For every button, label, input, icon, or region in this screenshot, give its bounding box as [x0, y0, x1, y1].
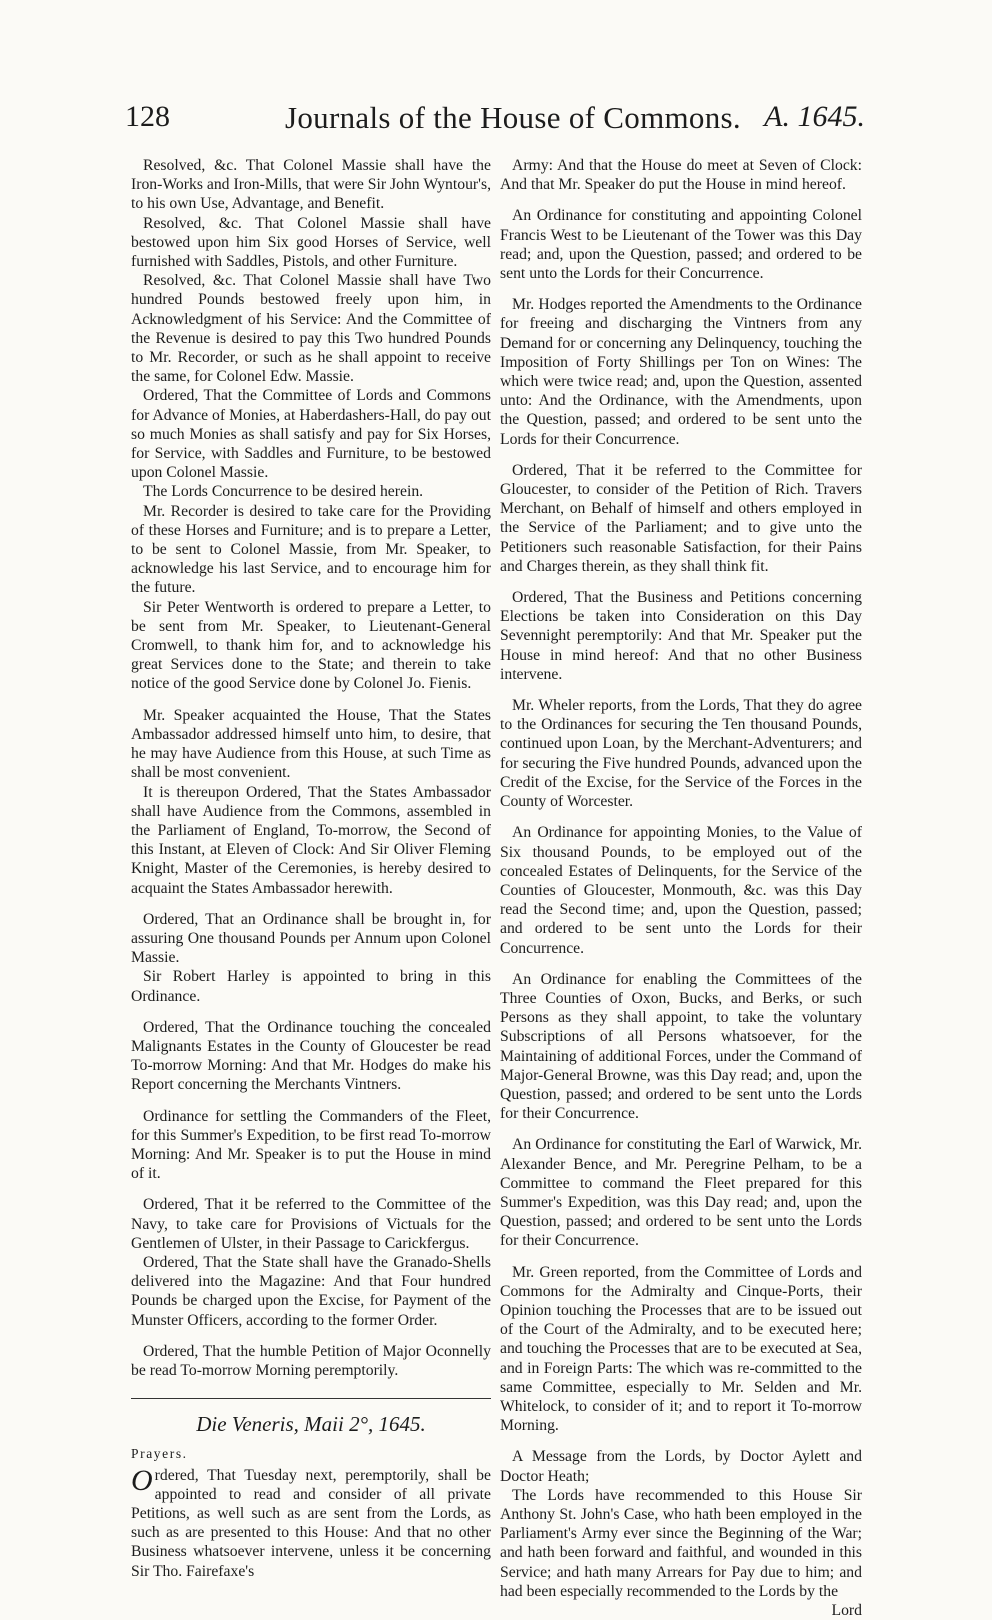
paragraph: An Ordinance for constituting and appointing Colonel Francis West to be Lieutenant of the Tower was this Day read; and, upon the Question, passed; and ordered to be sent unto the Lords for their Concurrence.	[500, 207, 862, 283]
paragraph: Army: And that the House do meet at Seven of Clock: And that Mr. Speaker do put the House in mind hereof.	[500, 157, 862, 194]
paragraph: Ordered, That the Committee of Lords and Commons for Advance of Monies, at Haberdashers-Hall, do pay out so much Monies as shall satisfy and pay for Six Horses, for Service, with Saddles and Furniture, to be bestowed upon Colonel Massie.	[131, 387, 491, 482]
prayers-label: Prayers.	[131, 1446, 188, 1462]
paragraph: It is thereupon Ordered, That the States Ambassador shall have Audience from the Commons, assembled in the Parliament of England, To-morrow, the Second of this Instant, at Eleven of Clock: And Sir Oliver Fleming Knight, Master of the Ceremonies, is hereby desired to acquaint the States Ambassador herewith.	[131, 783, 491, 897]
paragraph: Ordered, That the Ordinance touching the concealed Malignants Estates in the County of Gloucester be read To-morrow Morning: And that Mr. Hodges do make his Report concerning the Merchants Vintners.	[131, 1018, 491, 1094]
paragraph: Mr. Speaker acquainted the House, That the States Ambassador addressed himself unto him, to desire, that he may have Audience from this House, at such Time as shall be most convenient.	[131, 706, 491, 782]
paragraph: Resolved, &c. That Colonel Massie shall have Two hundred Pounds bestowed freely upon him, in Acknowledgment of his Service: And the Committee of the Revenue is desired to pay this Two hundred Pounds to Mr. Recorder, or such as he shall appoint to receive the same, for Colonel Edw. Massie.	[131, 272, 491, 386]
right-column-paragraphs	[500, 156, 862, 1601]
paragraph: Ordered, That the State shall have the Granado-Shells delivered into the Magazine: And that Four hundred Pounds be charged upon the Excise, for Payment of the Munster Officers, according to the former Order.	[131, 1253, 491, 1329]
paragraph: A Message from the Lords, by Doctor Aylett and Doctor Heath;	[500, 1448, 862, 1485]
section-rule	[131, 1398, 491, 1399]
paragraph: Ordinance for settling the Commanders of the Fleet, for this Summer's Expedition, to be first read To-morrow Morning: And Mr. Speaker is to put the House in mind of it.	[131, 1107, 491, 1183]
paragraph: An Ordinance for constituting the Earl of Warwick, Mr. Alexander Bence, and Mr. Peregrine Pelham, to be a Committee to command the Fleet prepared for this Summer's Expedition, was this Day read; and, upon the Question, passed; and ordered to be sent unto the Lords for their Concurrence.	[500, 1136, 862, 1250]
paragraph: Mr. Recorder is desired to take care for the Providing of these Horses and Furniture; and is to prepare a Letter, to be sent to Colonel Massie, from Mr. Speaker, to acknowledge his last Service, and to encourage him for the future.	[131, 502, 491, 597]
paragraph: The Lords Concurrence to be desired herein.	[143, 483, 424, 501]
paragraph: Ordered, That the humble Petition of Major Oconnelly be read To-morrow Morning peremptorily.	[131, 1342, 491, 1379]
running-title: Journals of the House of Commons.	[285, 100, 741, 135]
paragraph: Sir Robert Harley is appointed to bring in this Ordinance.	[131, 968, 491, 1005]
paragraph: Mr. Hodges reported the Amendments to the Ordinance for freeing and discharging the Vintners from any Demand for or concerning any Delinquency, touching the Imposition of Forty Shillings per Ton on Wines: The which were twice read; and, upon the Question, assented unto: And the Ordinance, with the Amendments, upon the Question, passed; and ordered to be sent unto the Lords for their Concurrence.	[500, 296, 862, 448]
paragraph: An Ordinance for enabling the Committees of the Three Counties of Oxon, Bucks, and Berks, or such Persons as they shall appoint, to take the voluntary Subscriptions of all Persons whatsoever, for the Maintaining of additional Forces, under the Command of Major-General Browne, was this Day read; and, upon the Question, passed; and ordered to be sent unto the Lords for their Concurrence.	[500, 970, 862, 1123]
paragraph: Ordered, That it be referred to the Committee of the Navy, to take care for Provisions of Victuals for the Gentlemen of Ulster, in their Passage to Carickfergus.	[131, 1196, 491, 1252]
drop-cap: O	[131, 1463, 153, 1497]
day-first-paragraph-text: rdered, That Tuesday next, peremptorily, shall be appointed to read and consider of all private Petitions, as well such as are sent from the Lords, as such as are presented to this House: And that no other Business whatsoever intervene, unless it be concerning Sir Tho. Fairefaxe's	[131, 1466, 491, 1580]
day-heading: Die Veneris, Maii 2°, 1645.	[196, 1412, 426, 1437]
paragraph: Ordered, That an Ordinance shall be brought in, for assuring One thousand Pounds per Annum upon Colonel Massie.	[131, 910, 491, 967]
left-column	[131, 156, 491, 1581]
paragraph: Mr. Wheler reports, from the Lords, That they do agree to the Ordinances for securing the Ten thousand Pounds, continued upon Loan, by the Merchant-Adventurers; and for securing the Five hundred Pounds, advanced upon the Credit of the Excise, for the Service of the Forces in the County of Worcester.	[500, 697, 862, 811]
paragraph: Sir Peter Wentworth is ordered to prepare a Letter, to be sent from Mr. Speaker, to Lieutenant-General Cromwell, to thank him for, and to acknowledge his great Services done to the State; and therein to take notice of the good Service done by Colonel Jo. Fienis.	[131, 598, 491, 693]
paragraph: Mr. Green reported, from the Committee of Lords and Commons for the Admiralty and Cinque-Ports, their Opinion touching the Processes that are to be issued out of the Court of the Admiralty, and to be executed here; and touching the Processes that are to be executed at Sea, and in Foreign Parts: The which was re-committed to the same Committee, especially to Mr. Selden and Mr. Whitelock, to consider of it; and to report it To-morrow Morning.	[500, 1263, 862, 1435]
paragraph: An Ordinance for appointing Monies, to the Value of Six thousand Pounds, to be employed out of the concealed Estates of Delinquents, for the Service of the Counties of Gloucester, Monmouth, &c. was this Day read the Second time; and, upon the Question, passed; and ordered to be sent unto the Lords for their Concurrence.	[500, 824, 862, 957]
right-column	[500, 156, 862, 1620]
left-column-paragraphs	[131, 156, 491, 1380]
catchword: Lord	[831, 1602, 862, 1620]
paragraph: Ordered, That it be referred to the Committee for Gloucester, to consider of the Petition of Rich. Travers Merchant, on Behalf of himself and others employed in the Service of the Parliament; and to give unto the Petitioners such reasonable Satisfaction, for their Pains and Charges therein, as they shall think fit.	[500, 461, 862, 575]
paragraph: Ordered, That the Business and Petitions concerning Elections be taken into Consideration on this Day Sevennight peremptorily: And that Mr. Speaker put the House in mind hereof: And that no other Business intervene.	[500, 589, 862, 683]
paragraph: Resolved, &c. That Colonel Massie shall have the Iron-Works and Iron-Mills, that were Sir John Wyntour's, to his own Use, Advantage, and Benefit.	[131, 157, 491, 213]
page-number: 128	[125, 100, 170, 133]
paragraph: Resolved, &c. That Colonel Massie shall have bestowed upon him Six good Horses of Service, well furnished with Saddles, Pistols, and other Furniture.	[131, 214, 491, 271]
running-header	[125, 100, 865, 144]
running-year: A. 1645.	[764, 100, 865, 133]
paragraph: The Lords have recommended to this House Sir Anthony St. John's Case, who hath been employed in the Parliament's Army ever since the Beginning of the War; and hath been forward and faithful, and wounded in this Service; and hath many Arrears for Pay due to him; and had been especially recommended to the Lords by the	[500, 1486, 862, 1600]
